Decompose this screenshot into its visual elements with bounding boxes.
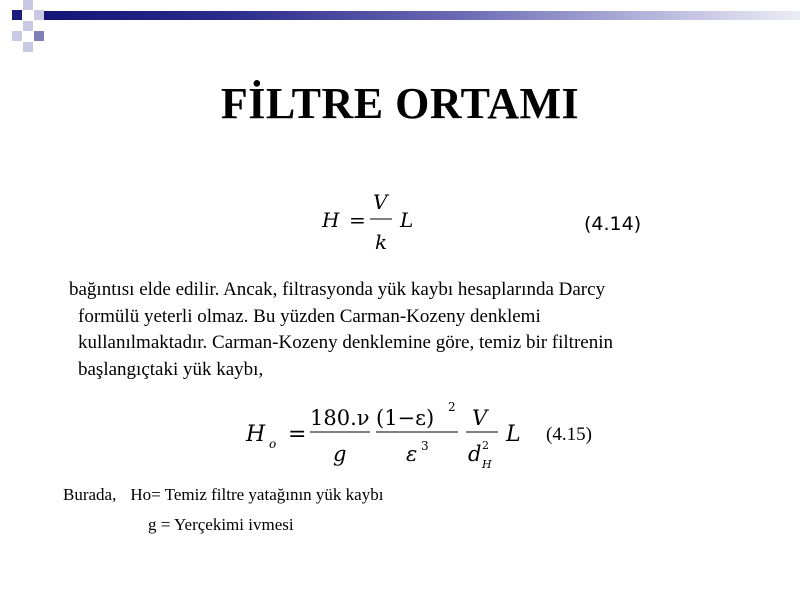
header-square (23, 0, 33, 10)
eq1-numerator: V (373, 190, 388, 214)
eq2-frac3-numerator: V (472, 406, 488, 430)
eq1-equals: = (349, 208, 366, 232)
eq1-factor: L (400, 208, 414, 232)
header-gradient-bar (44, 11, 800, 20)
eq1-lhs: H (322, 208, 340, 232)
eq2-frac2-numerator-exp: 2 (448, 400, 456, 414)
eq2-frac3-denominator: d (468, 442, 482, 466)
eq2-lhs: H (246, 422, 266, 447)
eq2-frac2-denominator: ε (406, 442, 418, 466)
equation-4-14 (320, 188, 440, 258)
eq2-frac3-denominator-exp: 2 (482, 439, 489, 452)
slide-title: FİLTRE ORTAMI (220, 79, 580, 128)
equation-number-4-15: (4.15) (546, 424, 592, 445)
eq2-frac2-numerator: (1−ε) (376, 406, 435, 430)
eq1-denominator: k (375, 230, 388, 254)
eq2-frac3-denominator-sub: H (482, 458, 492, 471)
equation-4-15 (240, 398, 540, 478)
header-square (34, 10, 44, 20)
eq2-factor: L (506, 422, 521, 447)
body-paragraph (69, 277, 759, 383)
definition-line-ho (63, 485, 383, 505)
eq2-equals: = (288, 422, 307, 447)
eq2-frac1-denominator: g (333, 442, 347, 466)
g-definition: g = Yerçekimi ivmesi (148, 515, 294, 534)
header-square (12, 10, 22, 20)
paragraph-line: kullanılmaktadır. Carman-Kozeny denklemine göre, temiz bir filtrenin (78, 332, 613, 353)
eq2-lhs-subscript: o (269, 437, 277, 451)
notes-lead: Burada, (63, 485, 117, 504)
header-square (34, 31, 44, 41)
equation-number-4-14: (4.14) (584, 213, 642, 235)
header-square (12, 31, 22, 41)
paragraph-line: bağıntısı elde edilir. Ancak, filtrasyonda yük kaybı hesaplarında Darcy (69, 279, 606, 300)
eq2-frac2-denominator-exp: 3 (421, 439, 429, 453)
ho-definition: Ho= Temiz filtre yatağının yük kaybı (130, 485, 384, 504)
header-square (23, 21, 33, 31)
paragraph-line: formülü yeterli olmaz. Bu yüzden Carman-Kozeny denklemi (78, 305, 541, 327)
header-square (23, 42, 33, 52)
eq2-frac1-numerator: 180.ν (310, 406, 370, 430)
paragraph-line: başlangıçtaki yük kaybı, (78, 358, 264, 380)
